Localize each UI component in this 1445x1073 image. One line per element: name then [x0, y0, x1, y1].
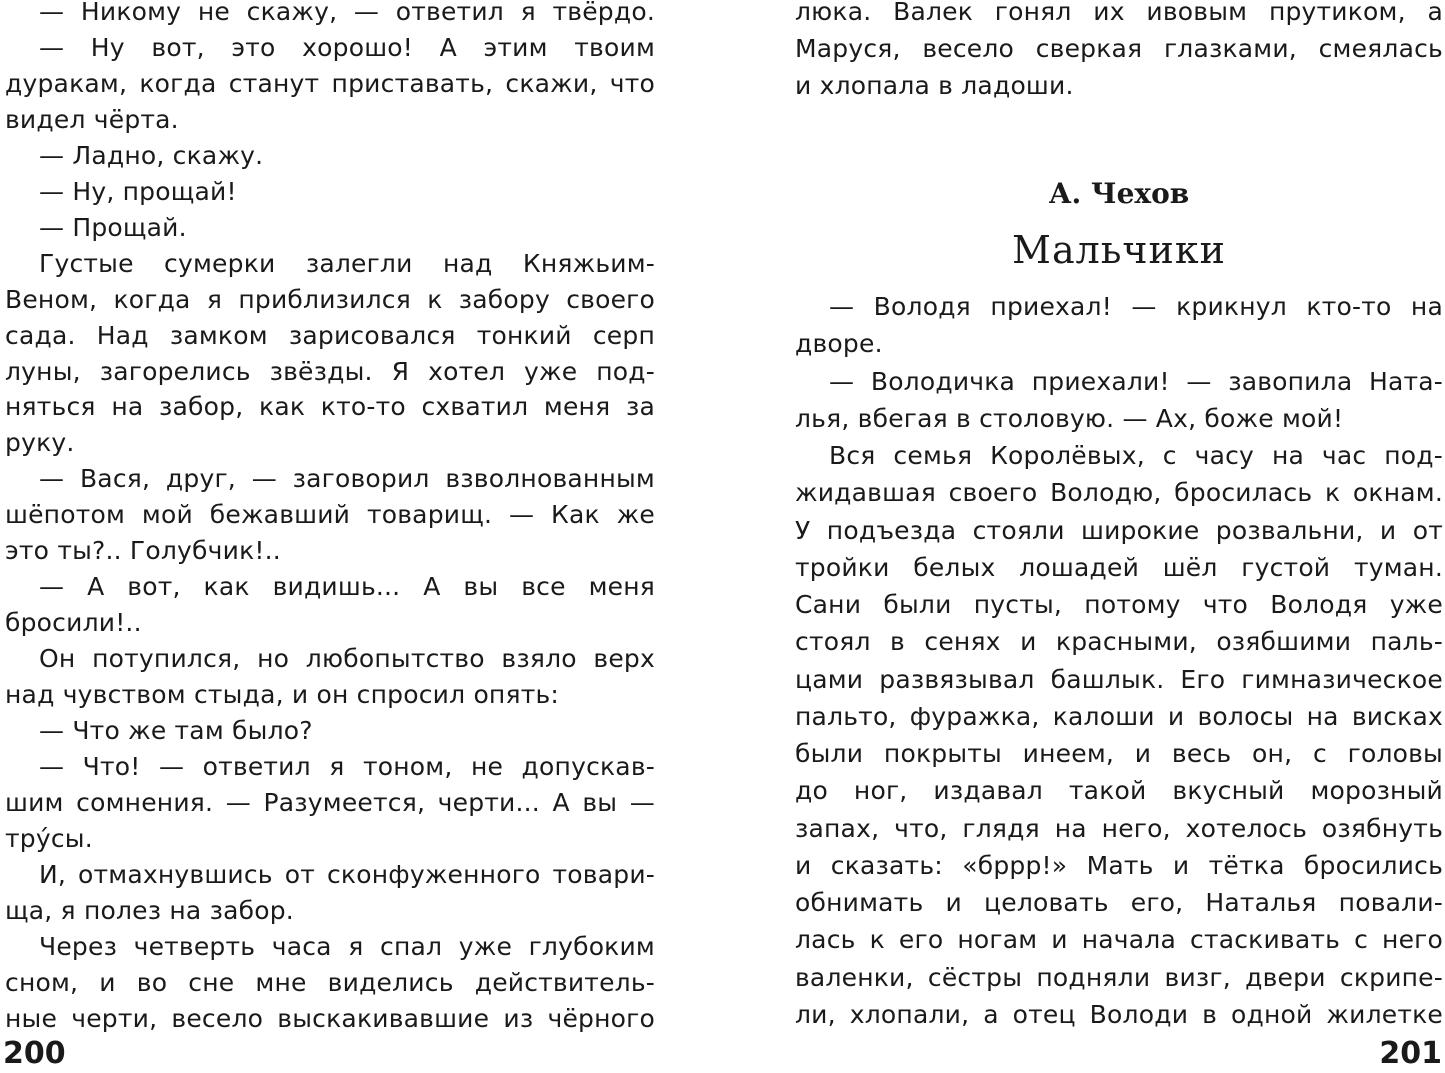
text-line: У подъезда стояли широкие розвальни, и от	[795, 515, 1443, 545]
text-line: — Володя приехал! — крикнул кто-то на	[829, 292, 1443, 321]
text-line: запах, что, глядя на него, хотелось озябнуть	[795, 813, 1443, 843]
text-line: Маруся, весело сверкая глазками, смеялась	[795, 34, 1443, 63]
text-line: были покрыты инеем, и весь он, с головы	[795, 739, 1443, 768]
text-line: тройки белых лошадей шёл густой туман.	[795, 552, 1443, 582]
text-line: — Никому не скажу, — ответил я твёрдо.	[39, 0, 655, 26]
text-line: и сказать: «бррр!» Мать и тётка бросились	[795, 850, 1443, 880]
text-line: ли, хлопали, а отец Володи в одной жилетке	[795, 999, 1443, 1029]
text-line: пальто, фуражка, калоши и волосы на висках	[795, 701, 1443, 731]
text-line: — Вася, друг, — заговорил взволнованным	[39, 464, 655, 494]
text-line: люка. Валек гонял их ивовым прутиком, а	[795, 0, 1443, 26]
text-line: — Володичка приехали! — завопила Ната-	[829, 366, 1443, 396]
text-line: это ты?.. Голубчик!..	[5, 536, 281, 566]
story-author: А. Чехов	[1048, 177, 1190, 210]
text-line: няться на забор, как кто-то схватил меня за	[5, 392, 655, 422]
text-line: — А вот, как видишь... А вы все меня	[39, 572, 655, 602]
text-line: Он потупился, но любопытство взяло верх	[39, 644, 655, 674]
story-title: Мальчики	[1012, 228, 1226, 272]
text-line: над чувством стыда, и он спросил опять:	[5, 680, 560, 710]
text-line: сада. Над замком зарисовался тонкий серп	[5, 320, 655, 350]
text-line: И, отмахнувшись от сконфуженного товари-	[39, 859, 655, 889]
text-line: лья, вбегая в столовую. — Ах, боже мой!	[795, 403, 1344, 433]
text-line: видел чёрта.	[5, 104, 179, 134]
text-line: — Прощай.	[39, 212, 187, 242]
text-line: до ног, издавал такой вкусный морозный	[795, 776, 1443, 806]
text-line: дуракам, когда станут приставать, скажи, что	[5, 68, 655, 98]
text-line: руку.	[5, 428, 75, 458]
text-line: сном, и во сне мне виделись действитель-	[5, 967, 655, 997]
text-line: Веном, когда я приблизился к забору своего	[5, 284, 655, 314]
text-line: и хлопала в ладоши.	[795, 71, 1074, 100]
text-line: тру́сы.	[5, 823, 93, 853]
text-line: шёпотом мой бежавший товарищ. — Как же	[5, 500, 655, 530]
text-line: валенки, сёстры подняли визг, двери скрипе-	[795, 962, 1443, 992]
text-line: — Ну вот, это хорошо! А этим твоим	[39, 32, 655, 62]
text-line: стоял в сенях и красными, озябшими паль-	[795, 627, 1443, 657]
text-line: бросили!..	[5, 608, 142, 638]
text-line: — Ну, прощай!	[39, 176, 237, 206]
text-line: Сани были пусты, потому что Володя уже	[795, 590, 1443, 619]
text-line: Вся семья Королёвых, с часу на час под-	[829, 441, 1443, 470]
text-line: Через четверть часа я спал уже глубоким	[39, 931, 655, 961]
text-line: ные черти, весело выскакивавшие из чёрного	[5, 1003, 655, 1033]
text-line: дворе.	[795, 329, 883, 359]
text-line: лась к его ногам и начала стаскивать с него	[795, 925, 1443, 955]
text-line: — Что! — ответил я тоном, не допускав-	[39, 751, 655, 781]
text-line: — Что же там было?	[39, 716, 313, 745]
text-line: ща, я полез на забор.	[5, 895, 294, 925]
left-page-number: 200	[3, 1036, 66, 1071]
right-page-number: 201	[1379, 1036, 1442, 1071]
text-line: луны, загорелись звёзды. Я хотел уже под-	[5, 356, 655, 386]
text-line: жидавшая своего Володю, бросилась к окнам.	[795, 478, 1443, 508]
text-line: — Ладно, скажу.	[39, 140, 264, 170]
text-line: цами развязывал башлык. Его гимназическое	[795, 664, 1443, 694]
text-line: шим сомнения. — Разумеется, черти... А вы —	[5, 787, 655, 817]
text-line: обнимать и целовать его, Наталья повали-	[795, 888, 1443, 917]
text-line: Густые сумерки залегли над Княжьим-	[39, 248, 655, 278]
